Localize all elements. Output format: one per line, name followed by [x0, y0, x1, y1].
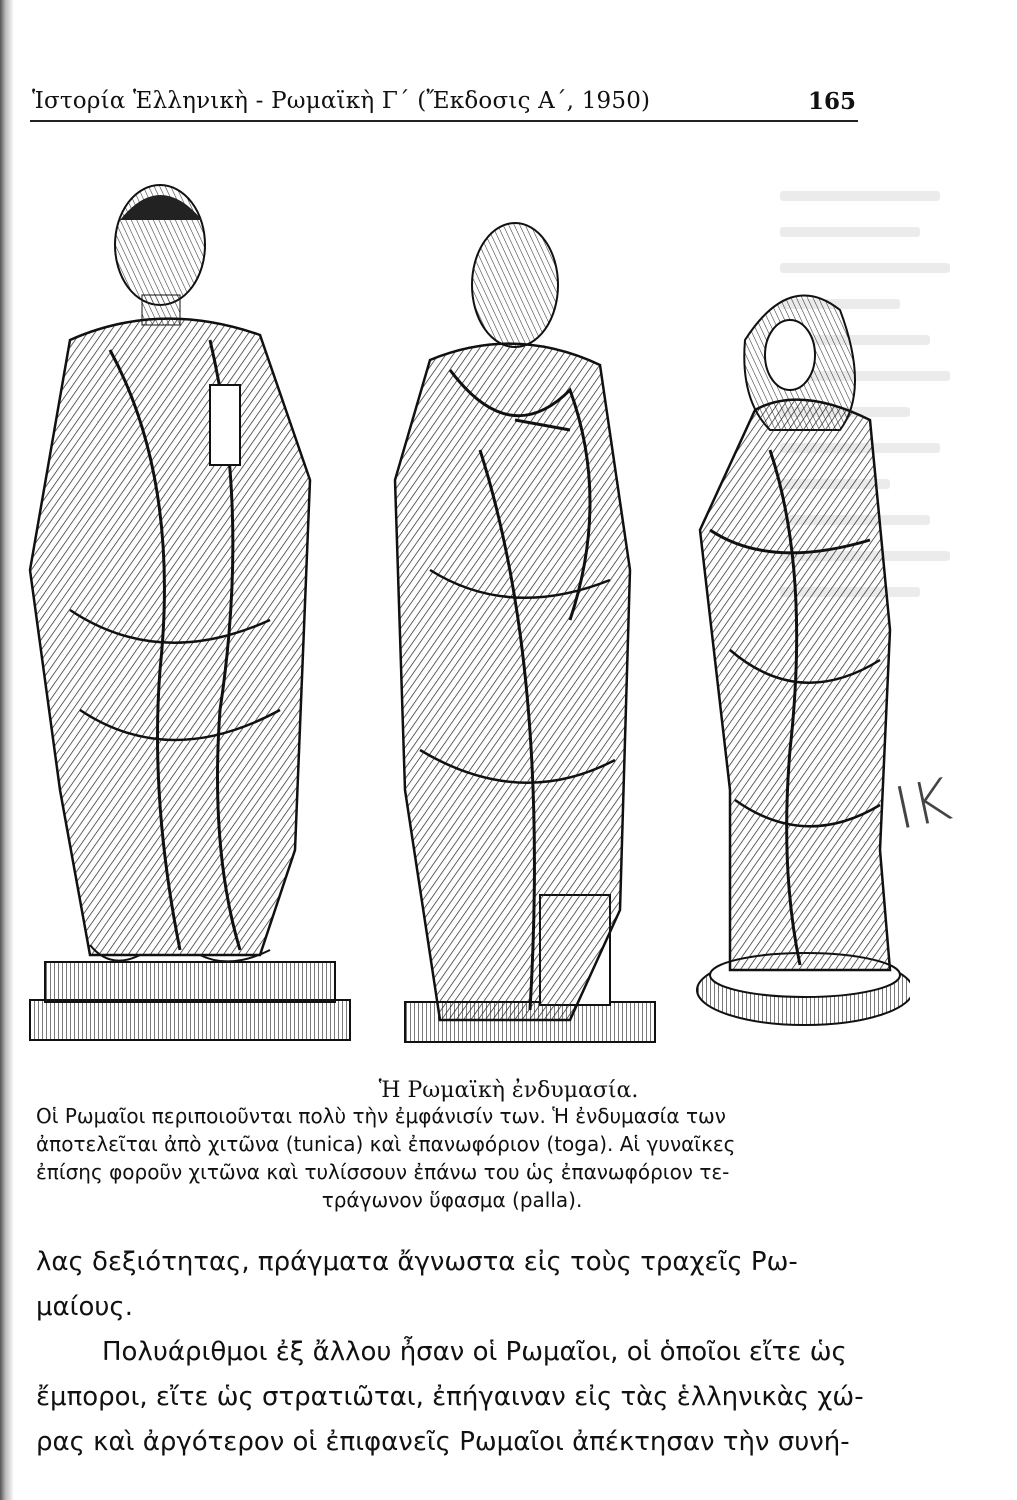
body-line: μαίους. [36, 1292, 133, 1322]
caption-line: τράγωνον ὕφασμα (palla). [321, 1188, 583, 1212]
book-title: Ἱστορία Ἑλληνικὴ - Ρωμαϊκὴ Γ΄ (Ἔκδοσις Α΄, 1950) [32, 88, 651, 114]
statue-toga-man-with-scroll [30, 185, 350, 1040]
page-number: 165 [807, 88, 856, 115]
handwritten-margin-note: ΙΚ [888, 765, 957, 843]
body-line: ἔμποροι, εἴτε ὡς στρατιῶται, ἐπήγαιναν εἰς τὰς ἑλληνικὰς χώ- [36, 1382, 864, 1412]
statue-toga-man-center [395, 223, 655, 1042]
roman-clothing-illustration [10, 150, 910, 1070]
running-header [30, 86, 858, 122]
figure-caption-title: Ἡ Ρωμαϊκὴ ἐνδυμασία. [378, 1078, 639, 1103]
figure-caption [36, 1102, 868, 1214]
body-line: ρας καὶ ἀργότερον οἱ ἐπιφανεῖς Ρωμαῖοι ἀπέκτησαν τὴν συνή- [36, 1427, 850, 1457]
body-line: λας δεξιότητας, πράγματα ἄγνωστα εἰς τοὺς τραχεῖς Ρω- [36, 1247, 798, 1277]
caption-line: Οἱ Ρωμαῖοι περιποιοῦνται πολὺ τὴν ἐμφάνισίν των. Ἡ ἐνδυμασία των [36, 1104, 726, 1128]
body-text [36, 1240, 871, 1465]
caption-line: ἐπίσης φοροῦν χιτῶνα καὶ τυλίσσουν ἐπάνω του ὡς ἐπανωφόριον τε- [36, 1160, 730, 1184]
statue-woman-palla [697, 295, 910, 1025]
caption-line: ἀποτελεῖται ἀπὸ χιτῶνα (tunica) καὶ ἐπανωφόριον (toga). Αἱ γυναῖκες [36, 1132, 736, 1156]
body-line: Πολυάριθμοι ἐξ ἄλλου ἦσαν οἱ Ρωμαῖοι, οἱ ὁποῖοι εἴτε ὡς [102, 1337, 847, 1367]
